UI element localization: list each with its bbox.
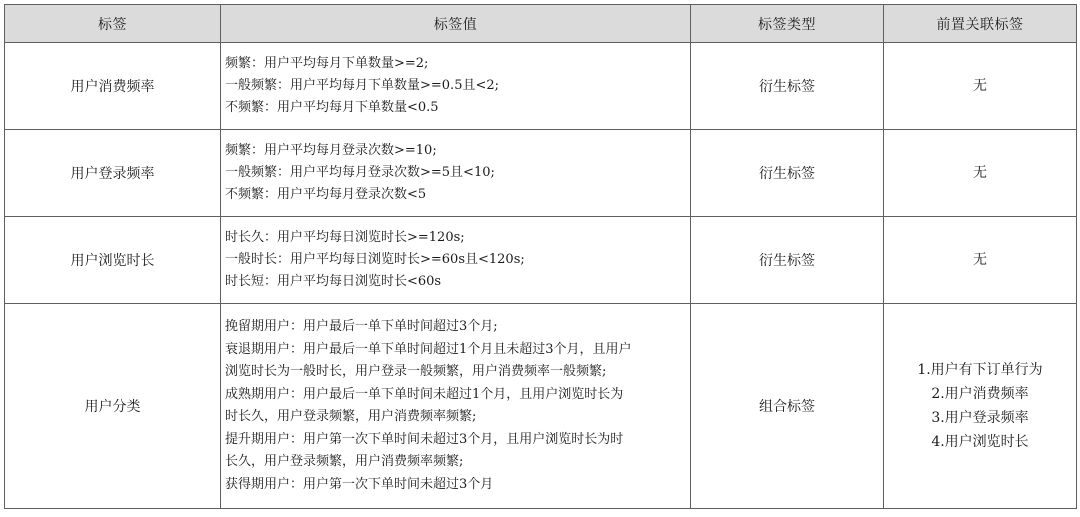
- table-row: [5, 304, 1077, 509]
- cell-tag-type[interactable]: 组合标签: [691, 304, 884, 509]
- tag-definition-table: [4, 4, 1077, 509]
- cell-tag-name[interactable]: 用户消费频率: [5, 43, 221, 130]
- tag-value-line: 不频繁：用户平均每月登录次数<5: [225, 187, 427, 202]
- cell-tag-values[interactable]: [221, 130, 691, 217]
- table-row: [5, 217, 1077, 304]
- table-row: [5, 130, 1077, 217]
- tag-value-line: 一般频繁：用户平均每月下单数量>=0.5且<2;: [225, 78, 500, 93]
- related-tag-item: 无: [973, 165, 987, 181]
- related-tag-item: 4.用户浏览时长: [931, 434, 1029, 450]
- cell-tag-type[interactable]: 衍生标签: [691, 217, 884, 304]
- tag-value-line: 挽留期用户：用户最后一单下单时间超过3个月;: [225, 319, 498, 334]
- cell-related-tags[interactable]: [884, 130, 1077, 217]
- tag-value-line: 时长久，用户登录频繁，用户消费频率频繁;: [225, 409, 477, 424]
- header-tag[interactable]: 标签: [5, 5, 221, 43]
- cell-tag-values[interactable]: [221, 43, 691, 130]
- cell-tag-name[interactable]: 用户浏览时长: [5, 217, 221, 304]
- related-tag-item: 无: [973, 252, 987, 268]
- header-tag-type[interactable]: 标签类型: [691, 5, 884, 43]
- cell-related-tags[interactable]: [884, 304, 1077, 509]
- related-tag-item: 无: [973, 78, 987, 94]
- cell-tag-type[interactable]: 衍生标签: [691, 130, 884, 217]
- tag-value-line: 衰退期用户：用户最后一单下单时间超过1个月且未超过3个月，且用户: [225, 341, 632, 357]
- tag-value-line: 一般时长：用户平均每日浏览时长>=60s且<120s;: [225, 252, 525, 267]
- tag-value-line: 获得期用户：用户第一次下单时间未超过3个月: [225, 476, 494, 492]
- cell-tag-values[interactable]: [221, 304, 691, 509]
- tag-value-line: 长久，用户登录频繁，用户消费频率频繁;: [225, 454, 464, 469]
- tag-value-line: 提升期用户：用户第一次下单时间未超过3个月，且用户浏览时长为时: [225, 431, 624, 447]
- tag-value-line: 时长短：用户平均每日浏览时长<60s: [225, 274, 442, 289]
- tag-value-line: 一般频繁：用户平均每月登录次数>=5且<10;: [225, 165, 495, 180]
- tag-value-line: 浏览时长为一般时长，用户登录一般频繁，用户消费频率一般频繁;: [225, 364, 607, 379]
- related-tag-item: 3.用户登录频率: [931, 410, 1029, 426]
- tag-value-line: 频繁：用户平均每月登录次数>=10;: [225, 143, 437, 158]
- cell-tag-values[interactable]: [221, 217, 691, 304]
- header-related-tags[interactable]: 前置关联标签: [884, 5, 1077, 43]
- tag-value-line: 成熟期用户：用户最后一单下单时间未超过1个月，且用户浏览时长为: [225, 386, 624, 402]
- related-tag-item: 1.用户有下订单行为: [917, 362, 1043, 378]
- related-tag-item: 2.用户消费频率: [931, 386, 1029, 402]
- tag-value-line: 时长久：用户平均每日浏览时长>=120s;: [225, 230, 465, 245]
- header-row: [5, 5, 1077, 43]
- table-row: [5, 43, 1077, 130]
- cell-tag-type[interactable]: 衍生标签: [691, 43, 884, 130]
- cell-tag-name[interactable]: 用户登录频率: [5, 130, 221, 217]
- cell-related-tags[interactable]: [884, 217, 1077, 304]
- tag-value-line: 频繁：用户平均每月下单数量>=2;: [225, 56, 429, 71]
- header-tag-value[interactable]: 标签值: [221, 5, 691, 43]
- cell-tag-name[interactable]: 用户分类: [5, 304, 221, 509]
- tag-value-line: 不频繁：用户平均每月下单数量<0.5: [225, 100, 439, 115]
- cell-related-tags[interactable]: [884, 43, 1077, 130]
